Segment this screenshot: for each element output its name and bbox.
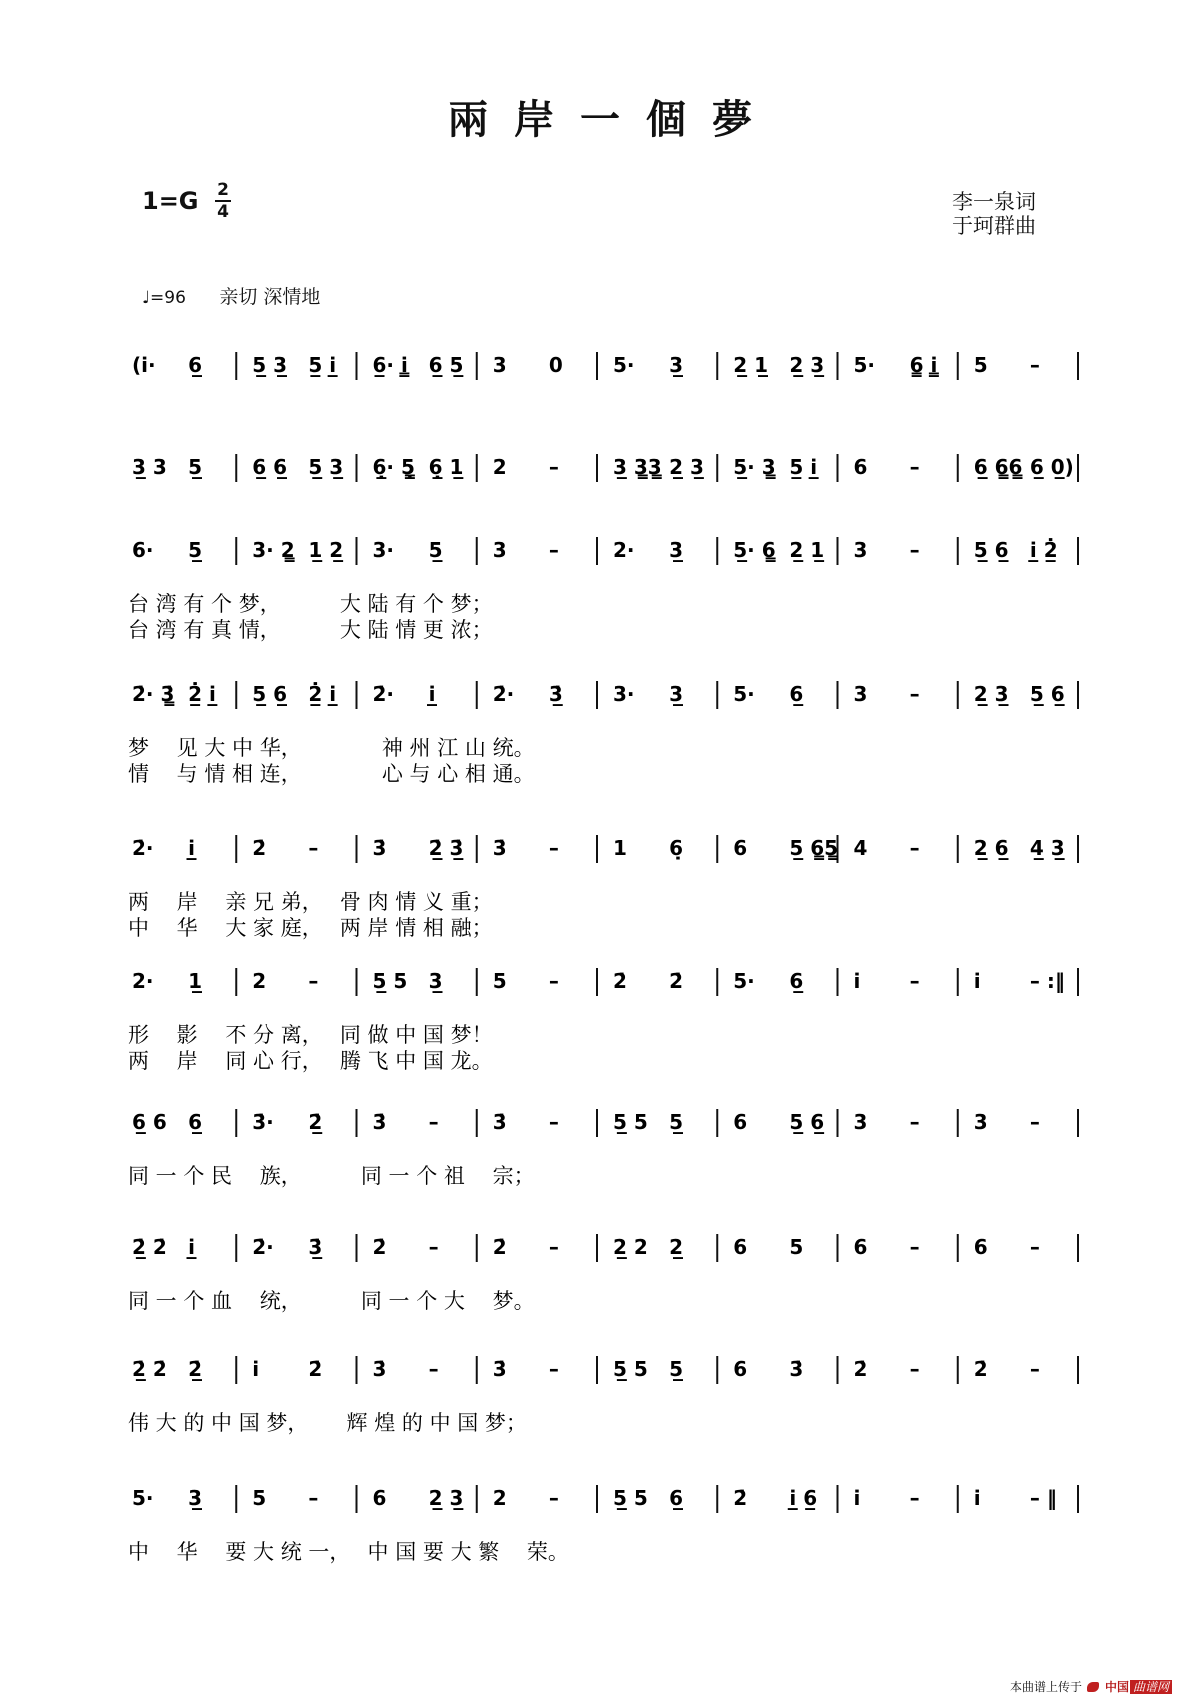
system-8 (128, 1234, 1078, 1314)
note-beat: 5̲ 5 (613, 1486, 648, 1510)
note-beat: – (428, 1357, 439, 1381)
note-beat: 6̲ (789, 969, 804, 993)
note-beat: 6 (733, 1235, 748, 1259)
lyric-line: 同 一 个 血 统， 同 一 个 大 梦。 (128, 1289, 535, 1313)
site-brand-suffix: 曲谱网 (1130, 1680, 1172, 1694)
note-beat: 3̲ (428, 969, 443, 993)
note-beat: 2̲̇ i̲̇ (308, 682, 337, 706)
lyric-line: 台 湾 有 真 情， 大 陆 情 更 浓； (128, 618, 493, 642)
note-beat: 3 (492, 353, 507, 377)
note-beat: 3̲ (669, 538, 684, 562)
note-beat: 3̇ (372, 1110, 387, 1134)
note-beat: 5̲ (188, 538, 203, 562)
note-beat: 3̇ (492, 836, 507, 860)
tempo-value: ♩=96 (142, 288, 186, 308)
lyric-line: 两 岸 亲 兄 弟， 骨 肉 情 义 重； (128, 890, 493, 914)
note-beat: 5 (973, 353, 988, 377)
note-beat: 5̲ 6̳5̳ (789, 836, 839, 860)
note-beat: 3̲ (669, 353, 684, 377)
note-beat: 5· (853, 353, 876, 377)
system-2 (132, 454, 1078, 482)
note-beat: – (308, 1486, 319, 1510)
note-beat: i̇ (853, 1486, 861, 1510)
system-6 (128, 968, 1078, 1074)
note-beat: 5̲ 6̲ (789, 1110, 825, 1134)
note-beat: 5̲ 3̲ (308, 455, 344, 479)
lyricist-credit: 李一泉词 (952, 190, 1036, 214)
note-beat: – :‖ (1029, 969, 1065, 993)
note-beat: 5̲ (669, 1357, 684, 1381)
note-beat: 2̲̇ 2̇ (132, 1235, 167, 1259)
note-beat: 3̲ (669, 682, 684, 706)
system-4 (128, 681, 1078, 787)
note-beat: 3̲ 3 (132, 455, 167, 479)
note-beat: 1 (613, 836, 627, 860)
note-beat: – (548, 1235, 559, 1259)
note-beat: – (548, 1357, 559, 1381)
note-beat: 6̲ 6̲ (252, 455, 288, 479)
note-beat: 0 (548, 353, 563, 377)
note-beat: – (1029, 1357, 1040, 1381)
note-beat: 2̲ 1̲ (789, 538, 825, 562)
lyric-line: 情 与 情 相 连， 心 与 心 相 通。 (128, 762, 535, 786)
note-beat: – (909, 538, 920, 562)
note-beat: 2̲ 1̲ (733, 353, 769, 377)
note-beat: 6 (853, 455, 868, 479)
note-beat: 6̣ (669, 836, 684, 860)
note-beat: 2 (252, 969, 267, 993)
note-beat: 6̣̲ 1̲ (428, 455, 464, 479)
note-beat: 2̇ (308, 1357, 323, 1381)
note-beat: 2̲ 3̲ (428, 1486, 464, 1510)
note-beat: 3 (973, 1110, 988, 1134)
tempo-marking (142, 282, 320, 309)
note-beat: 5̲· 3̳ (733, 455, 776, 479)
note-beat: 2̇· (132, 836, 154, 860)
note-beat: 6̲ (188, 353, 203, 377)
note-beat: – (909, 1235, 920, 1259)
note-beat: – (1029, 353, 1040, 377)
note-beat: 6̳ i̳̇ (909, 353, 938, 377)
note-beat: 5̲ (669, 1110, 684, 1134)
note-beat: 3̇ (492, 1357, 507, 1381)
note-beat: 6̲ 5̲ (428, 353, 464, 377)
note-beat: 2̲̇ 3̲̇ (428, 836, 464, 860)
note-beat: 2̇ (492, 1235, 507, 1259)
note-beat: 5 (492, 969, 507, 993)
lyric-line: 中 华 大 家 庭， 两 岸 情 相 融； (128, 916, 493, 940)
note-beat: – (1029, 1110, 1040, 1134)
note-beat: 4 (853, 836, 868, 860)
note-beat: i̲̇ (188, 1235, 195, 1259)
lyric-line: 伟 大 的 中 国 梦， 辉 煌 的 中 国 梦； (128, 1411, 527, 1435)
note-beat: 5̲ 5 (372, 969, 408, 993)
note-beat: 2 (492, 1486, 507, 1510)
note-beat: – (548, 1486, 559, 1510)
note-beat: 6̲ 6̳6̳ (973, 455, 1023, 479)
note-beat: 2̲ 3̲ (669, 455, 704, 479)
note-beat: – (308, 836, 319, 860)
note-beat: 3̇ (372, 836, 387, 860)
note-beat: 5 (252, 1486, 267, 1510)
note-beat: 6 (372, 1486, 387, 1510)
lyric-line: 台 湾 有 个 梦， 大 陆 有 个 梦； (128, 592, 493, 616)
note-beat: i̲̇ (428, 682, 436, 706)
note-beat: 6· (132, 538, 154, 562)
note-beat: i̇ (853, 969, 861, 993)
note-beat: 6 (973, 1235, 988, 1259)
system-7 (128, 1109, 1078, 1189)
system-9 (128, 1356, 1078, 1436)
note-beat: 4̲ 3̲ (1029, 836, 1065, 860)
note-beat: 2· (132, 969, 154, 993)
note-beat: 2̲̇ i̲̇ (188, 682, 216, 706)
note-beat: 5̲ (428, 538, 443, 562)
note-beat: – (548, 538, 559, 562)
note-beat: – (909, 1357, 920, 1381)
note-beat: 2̲ 6̲ (973, 836, 1009, 860)
note-beat: 2̲̇ (308, 1110, 323, 1134)
note-beat: – ‖ (1029, 1486, 1057, 1510)
system-5 (128, 835, 1078, 941)
note-beat: 3̲̇ (548, 682, 563, 706)
note-beat: – (909, 1110, 920, 1134)
note-beat: 5̲ i̲̇ (789, 455, 818, 479)
lyric-line: 两 岸 同 心 行， 腾 飞 中 国 龙。 (128, 1049, 493, 1073)
note-beat: 5̲ 6̲ (252, 682, 288, 706)
site-logo-icon (1087, 1682, 1099, 1692)
note-beat: 2· (613, 538, 635, 562)
note-beat: 5· (733, 682, 755, 706)
note-beat: 2̲ 2 (613, 1235, 648, 1259)
note-beat: 6̲ 6 (132, 1110, 167, 1134)
note-beat: 5̲ i̲̇ (308, 353, 337, 377)
credits (952, 190, 1036, 238)
note-beat: – (909, 836, 920, 860)
note-beat: 5̲ (188, 455, 203, 479)
note-beat: 3· (372, 538, 395, 562)
note-beat: i̇ (973, 1486, 981, 1510)
note-beat: 2̲ (669, 1235, 684, 1259)
note-beat: 2̇ (613, 969, 627, 993)
note-beat: 2̇ (733, 1486, 748, 1510)
note-beat: – (909, 682, 920, 706)
note-beat: 3̲ (188, 1486, 203, 1510)
note-beat: – (548, 1110, 559, 1134)
note-beat: 6 (733, 1110, 748, 1134)
note-beat: 5· (132, 1486, 154, 1510)
footer-upload-text: 本曲谱上传于 (1010, 1680, 1083, 1694)
note-beat: 6̲ (669, 1486, 684, 1510)
note-beat: 3̲̇ (308, 1235, 323, 1259)
note-beat: – (548, 455, 559, 479)
note-beat: 5̲ 3̲ (252, 353, 288, 377)
note-beat: 2̇ (669, 969, 684, 993)
expression-marking: 亲切 深情地 (219, 286, 321, 308)
note-beat: – (909, 1486, 920, 1510)
note-beat: 2̇· (252, 1235, 274, 1259)
note-beat: 3· (613, 682, 635, 706)
note-beat: 2̲ 3̲ (789, 353, 825, 377)
note-beat: 5· (613, 353, 635, 377)
footer (1010, 1678, 1172, 1695)
note-beat: 6̲ (789, 682, 804, 706)
lyric-line: 梦 见 大 中 华， 神 州 江 山 统。 (128, 736, 535, 760)
note-beat: 5̲ 5 (613, 1110, 648, 1134)
note-beat: – (548, 836, 559, 860)
time-signature-bottom: 4 (217, 202, 229, 222)
note-beat: 2̲̇ (188, 1357, 203, 1381)
note-beat: 3̇ (372, 1357, 387, 1381)
time-signature-top: 2 (217, 180, 229, 200)
note-beat: 5̲· 6̳ (733, 538, 776, 562)
note-beat: 5̲ 6̲ (973, 538, 1009, 562)
time-signature (213, 181, 233, 221)
note-beat: (i̇· (132, 353, 156, 377)
note-beat: 3 (853, 538, 868, 562)
note-beat: 3· 2̳ (252, 538, 295, 562)
note-beat: 2̲̇ 2̇ (132, 1357, 167, 1381)
note-beat: 3 (853, 682, 868, 706)
note-beat: 6̲· i̳̇ (372, 353, 408, 377)
note-beat: i̇ (252, 1357, 260, 1381)
lyric-line: 同 一 个 民 族， 同 一 个 祖 宗； (128, 1164, 535, 1188)
note-beat: i̇ (973, 969, 981, 993)
note-beat: 2̇ (372, 1235, 387, 1259)
note-beat: 2̲ 3̲ (973, 682, 1009, 706)
note-beat: 6 (853, 1235, 868, 1259)
note-beat: 6̣̲· 5̣̳ (372, 455, 415, 479)
lyric-line: 形 影 不 分 离， 同 做 中 国 梦！ (128, 1023, 493, 1047)
note-beat: 5̲ 6̲ (1029, 682, 1065, 706)
system-3 (128, 537, 1078, 643)
note-beat: – (909, 455, 920, 479)
note-beat: – (428, 1235, 439, 1259)
note-beat: 6 (733, 1357, 748, 1381)
key-signature: 1=G (142, 187, 199, 215)
note-beat: – (428, 1110, 439, 1134)
note-beat: 3 (853, 1110, 868, 1134)
note-beat: 2 (492, 455, 507, 479)
note-beat: 5· (733, 969, 755, 993)
note-beat: 6 (733, 836, 748, 860)
note-beat: – (1029, 1235, 1040, 1259)
note-beat: i̲̇ 2̲̇ (1029, 538, 1058, 562)
system-1 (132, 352, 1078, 380)
system-10 (128, 1485, 1078, 1565)
note-beat: 6̲ 0̲) (1029, 455, 1074, 479)
note-beat: i̲̇ 6̲ (789, 1486, 818, 1510)
note-beat: 3̇ (789, 1357, 804, 1381)
note-beat: 5 (789, 1235, 804, 1259)
note-beat: 1̲ 2̲ (308, 538, 344, 562)
note-beat: 1̲ (188, 969, 203, 993)
lyric-line: 中 华 要 大 统 一， 中 国 要 大 繁 荣。 (128, 1540, 569, 1564)
composer-credit: 于珂群曲 (952, 214, 1036, 238)
note-beat: 3̇· (252, 1110, 274, 1134)
site-brand: 中国 (1105, 1680, 1130, 1694)
note-beat: 2̇· (492, 682, 515, 706)
note-beat: 2̇· 3̳̇ (132, 682, 175, 706)
note-beat: i̲̇ (188, 836, 195, 860)
note-beat: 3̲ 3̳3̳ (613, 455, 662, 479)
note-beat: – (909, 969, 920, 993)
note-beat: 6̲ (188, 1110, 203, 1134)
note-beat: – (548, 969, 559, 993)
note-beat: 2̇ (853, 1357, 868, 1381)
note-beat: 3̇ (492, 1110, 507, 1134)
note-beat: 2̇ (973, 1357, 988, 1381)
note-beat: 2̇ (252, 836, 267, 860)
note-beat: 3 (492, 538, 507, 562)
note-beat: – (308, 969, 319, 993)
note-beat: 5̲ 5 (613, 1357, 648, 1381)
song-title: 兩岸一個夢 (448, 96, 778, 143)
note-beat: 2̇· (372, 682, 395, 706)
